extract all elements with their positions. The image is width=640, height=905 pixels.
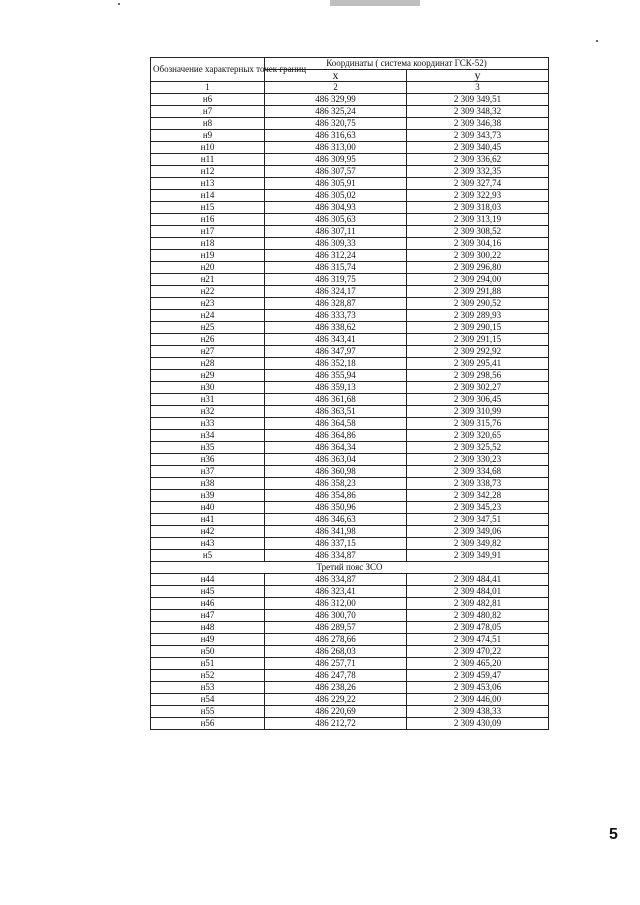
x-cell: 486 341,98 (265, 526, 407, 538)
page-number: 5 (609, 826, 618, 843)
y-cell: 2 309 313,19 (407, 214, 549, 226)
point-name-cell: н11 (151, 154, 265, 166)
y-cell: 2 309 446,00 (407, 694, 549, 706)
point-name-cell: н56 (151, 718, 265, 730)
y-cell: 2 309 480,82 (407, 610, 549, 622)
x-cell: 486 350,96 (265, 502, 407, 514)
y-cell: 2 309 349,06 (407, 526, 549, 538)
x-cell: 486 364,34 (265, 442, 407, 454)
table-row (151, 394, 549, 406)
y-cell: 2 309 438,33 (407, 706, 549, 718)
x-cell: 486 315,74 (265, 262, 407, 274)
table-row (151, 694, 549, 706)
y-cell: 2 309 315,76 (407, 418, 549, 430)
scan-smudge (330, 0, 420, 6)
section-label: Третий пояс ЗСО (151, 562, 549, 574)
y-cell: 2 309 306,45 (407, 394, 549, 406)
x-cell: 486 338,62 (265, 322, 407, 334)
table-row (151, 634, 549, 646)
table-row (151, 430, 549, 442)
x-cell: 486 337,15 (265, 538, 407, 550)
y-cell: 2 309 343,73 (407, 130, 549, 142)
y-cell: 2 309 300,22 (407, 250, 549, 262)
table-row (151, 550, 549, 562)
point-name-cell: н38 (151, 478, 265, 490)
table-row (151, 586, 549, 598)
y-cell: 2 309 465,20 (407, 658, 549, 670)
y-cell: 2 309 292,92 (407, 346, 549, 358)
table-row (151, 658, 549, 670)
column-number-2: 2 (265, 82, 407, 94)
x-cell: 486 313,00 (265, 142, 407, 154)
table-row (151, 286, 549, 298)
point-name-cell: н29 (151, 370, 265, 382)
table-row (151, 274, 549, 286)
x-cell: 486 347,97 (265, 346, 407, 358)
point-name-cell: н8 (151, 118, 265, 130)
point-name-cell: н34 (151, 430, 265, 442)
table-row (151, 514, 549, 526)
y-cell: 2 309 336,62 (407, 154, 549, 166)
point-name-cell: н24 (151, 310, 265, 322)
point-name-cell: н49 (151, 634, 265, 646)
y-cell: 2 309 291,88 (407, 286, 549, 298)
x-cell: 486 358,23 (265, 478, 407, 490)
y-cell: 2 309 338,73 (407, 478, 549, 490)
x-cell: 486 320,75 (265, 118, 407, 130)
point-name-cell: н10 (151, 142, 265, 154)
designation-header: Обозначение характерных точек границ (151, 58, 265, 82)
point-name-cell: н37 (151, 466, 265, 478)
table-row (151, 406, 549, 418)
table-row (151, 130, 549, 142)
table-row (151, 94, 549, 106)
point-name-cell: н54 (151, 694, 265, 706)
table-row (151, 418, 549, 430)
y-cell: 2 309 349,82 (407, 538, 549, 550)
point-name-cell: н40 (151, 502, 265, 514)
y-cell: 2 309 349,91 (407, 550, 549, 562)
x-cell: 486 304,93 (265, 202, 407, 214)
x-cell: 486 268,03 (265, 646, 407, 658)
table-row (151, 250, 549, 262)
x-cell: 486 305,91 (265, 178, 407, 190)
point-name-cell: н48 (151, 622, 265, 634)
y-cell: 2 309 349,51 (407, 94, 549, 106)
x-cell: 486 363,04 (265, 454, 407, 466)
y-cell: 2 309 304,16 (407, 238, 549, 250)
point-name-cell: н19 (151, 250, 265, 262)
point-name-cell: н5 (151, 550, 265, 562)
table-row (151, 226, 549, 238)
x-cell: 486 312,24 (265, 250, 407, 262)
point-name-cell: н42 (151, 526, 265, 538)
x-cell: 486 354,86 (265, 490, 407, 502)
y-cell: 2 309 302,27 (407, 382, 549, 394)
y-cell: 2 309 318,03 (407, 202, 549, 214)
y-cell: 2 309 298,56 (407, 370, 549, 382)
table-row (151, 478, 549, 490)
x-cell: 486 278,66 (265, 634, 407, 646)
table-row (151, 118, 549, 130)
point-name-cell: н6 (151, 94, 265, 106)
x-cell: 486 359,13 (265, 382, 407, 394)
point-name-cell: н22 (151, 286, 265, 298)
table-row (151, 202, 549, 214)
y-cell: 2 309 345,23 (407, 502, 549, 514)
x-cell: 486 333,73 (265, 310, 407, 322)
scan-speck (118, 3, 120, 5)
table-row (151, 310, 549, 322)
y-cell: 2 309 296,80 (407, 262, 549, 274)
y-cell: 2 309 310,99 (407, 406, 549, 418)
x-cell: 486 307,11 (265, 226, 407, 238)
y-cell: 2 309 325,52 (407, 442, 549, 454)
x-cell: 486 324,17 (265, 286, 407, 298)
table-row (151, 262, 549, 274)
table-row (151, 346, 549, 358)
table-header (151, 58, 549, 94)
table-body-section (151, 574, 549, 730)
y-cell: 2 309 289,93 (407, 310, 549, 322)
point-name-cell: н39 (151, 490, 265, 502)
y-cell: 2 309 430,09 (407, 718, 549, 730)
x-cell: 486 329,99 (265, 94, 407, 106)
table-row (151, 646, 549, 658)
y-cell: 2 309 342,28 (407, 490, 549, 502)
point-name-cell: н41 (151, 514, 265, 526)
point-name-cell: н30 (151, 382, 265, 394)
x-cell: 486 229,22 (265, 694, 407, 706)
y-cell: 2 309 291,15 (407, 334, 549, 346)
x-header: x (265, 70, 407, 82)
x-cell: 486 309,95 (265, 154, 407, 166)
x-cell: 486 352,18 (265, 358, 407, 370)
point-name-cell: н16 (151, 214, 265, 226)
table-body-main (151, 94, 549, 562)
y-cell: 2 309 330,23 (407, 454, 549, 466)
table-row (151, 358, 549, 370)
table-row (151, 322, 549, 334)
x-cell: 486 343,41 (265, 334, 407, 346)
x-cell: 486 355,94 (265, 370, 407, 382)
x-cell: 486 360,98 (265, 466, 407, 478)
y-cell: 2 309 453,06 (407, 682, 549, 694)
table-row (151, 238, 549, 250)
table-row (151, 502, 549, 514)
y-cell: 2 309 334,68 (407, 466, 549, 478)
point-name-cell: н27 (151, 346, 265, 358)
point-name-cell: н12 (151, 166, 265, 178)
x-cell: 486 319,75 (265, 274, 407, 286)
x-cell: 486 325,24 (265, 106, 407, 118)
y-cell: 2 309 470,22 (407, 646, 549, 658)
point-name-cell: н17 (151, 226, 265, 238)
table-row (151, 382, 549, 394)
point-name-cell: н25 (151, 322, 265, 334)
x-cell: 486 212,72 (265, 718, 407, 730)
point-name-cell: н51 (151, 658, 265, 670)
point-name-cell: н52 (151, 670, 265, 682)
x-cell: 486 247,78 (265, 670, 407, 682)
table-row (151, 610, 549, 622)
y-cell: 2 309 290,52 (407, 298, 549, 310)
y-cell: 2 309 459,47 (407, 670, 549, 682)
x-cell: 486 300,70 (265, 610, 407, 622)
table-section (151, 562, 549, 574)
point-name-cell: н21 (151, 274, 265, 286)
y-cell: 2 309 340,45 (407, 142, 549, 154)
column-number-1: 1 (151, 82, 265, 94)
table-row (151, 670, 549, 682)
table-row (151, 298, 549, 310)
y-cell: 2 309 327,74 (407, 178, 549, 190)
point-name-cell: н55 (151, 706, 265, 718)
table-row (151, 178, 549, 190)
x-cell: 486 305,02 (265, 190, 407, 202)
x-cell: 486 328,87 (265, 298, 407, 310)
y-cell: 2 309 290,15 (407, 322, 549, 334)
point-name-cell: н47 (151, 610, 265, 622)
table-row (151, 442, 549, 454)
y-cell: 2 309 308,52 (407, 226, 549, 238)
y-cell: 2 309 482,81 (407, 598, 549, 610)
coordinates-table (150, 57, 549, 730)
x-cell: 486 309,33 (265, 238, 407, 250)
x-cell: 486 289,57 (265, 622, 407, 634)
table-row (151, 106, 549, 118)
point-name-cell: н18 (151, 238, 265, 250)
point-name-cell: н33 (151, 418, 265, 430)
scan-speck (596, 40, 598, 42)
y-cell: 2 309 484,41 (407, 574, 549, 586)
x-cell: 486 307,57 (265, 166, 407, 178)
point-name-cell: н23 (151, 298, 265, 310)
point-name-cell: н9 (151, 130, 265, 142)
column-number-3: 3 (407, 82, 549, 94)
x-cell: 486 361,68 (265, 394, 407, 406)
y-cell: 2 309 478,05 (407, 622, 549, 634)
y-cell: 2 309 346,38 (407, 118, 549, 130)
table-row (151, 622, 549, 634)
x-cell: 486 220,69 (265, 706, 407, 718)
x-cell: 486 305,63 (265, 214, 407, 226)
table-row (151, 214, 549, 226)
point-name-cell: н44 (151, 574, 265, 586)
y-cell: 2 309 347,51 (407, 514, 549, 526)
point-name-cell: н28 (151, 358, 265, 370)
table-row (151, 706, 549, 718)
y-cell: 2 309 295,41 (407, 358, 549, 370)
coords-group-header: Координаты ( система координат ГСК-52) (265, 58, 549, 70)
table-row (151, 454, 549, 466)
x-cell: 486 316,63 (265, 130, 407, 142)
x-cell: 486 257,71 (265, 658, 407, 670)
point-name-cell: н7 (151, 106, 265, 118)
point-name-cell: н32 (151, 406, 265, 418)
y-cell: 2 309 332,35 (407, 166, 549, 178)
x-cell: 486 312,00 (265, 598, 407, 610)
point-name-cell: н50 (151, 646, 265, 658)
y-cell: 2 309 348,32 (407, 106, 549, 118)
table-row (151, 142, 549, 154)
table-row (151, 154, 549, 166)
table-row (151, 466, 549, 478)
table-row (151, 574, 549, 586)
y-cell: 2 309 320,65 (407, 430, 549, 442)
table-row (151, 334, 549, 346)
point-name-cell: н46 (151, 598, 265, 610)
point-name-cell: н43 (151, 538, 265, 550)
point-name-cell: н20 (151, 262, 265, 274)
table-row (151, 190, 549, 202)
table-row (151, 166, 549, 178)
table-row (151, 682, 549, 694)
y-header: y (407, 70, 549, 82)
table-row (151, 538, 549, 550)
point-name-cell: н15 (151, 202, 265, 214)
y-cell: 2 309 294,00 (407, 274, 549, 286)
point-name-cell: н31 (151, 394, 265, 406)
point-name-cell: н14 (151, 190, 265, 202)
point-name-cell: н13 (151, 178, 265, 190)
table-row (151, 526, 549, 538)
point-name-cell: н35 (151, 442, 265, 454)
point-name-cell: н36 (151, 454, 265, 466)
x-cell: 486 346,63 (265, 514, 407, 526)
x-cell: 486 364,86 (265, 430, 407, 442)
x-cell: 486 323,41 (265, 586, 407, 598)
y-cell: 2 309 474,51 (407, 634, 549, 646)
y-cell: 2 309 484,01 (407, 586, 549, 598)
x-cell: 486 334,87 (265, 550, 407, 562)
x-cell: 486 363,51 (265, 406, 407, 418)
x-cell: 486 238,26 (265, 682, 407, 694)
point-name-cell: н26 (151, 334, 265, 346)
point-name-cell: н53 (151, 682, 265, 694)
y-cell: 2 309 322,93 (407, 190, 549, 202)
table-row (151, 370, 549, 382)
table-row (151, 718, 549, 730)
table-row (151, 598, 549, 610)
x-cell: 486 334,87 (265, 574, 407, 586)
point-name-cell: н45 (151, 586, 265, 598)
x-cell: 486 364,58 (265, 418, 407, 430)
table-row (151, 490, 549, 502)
